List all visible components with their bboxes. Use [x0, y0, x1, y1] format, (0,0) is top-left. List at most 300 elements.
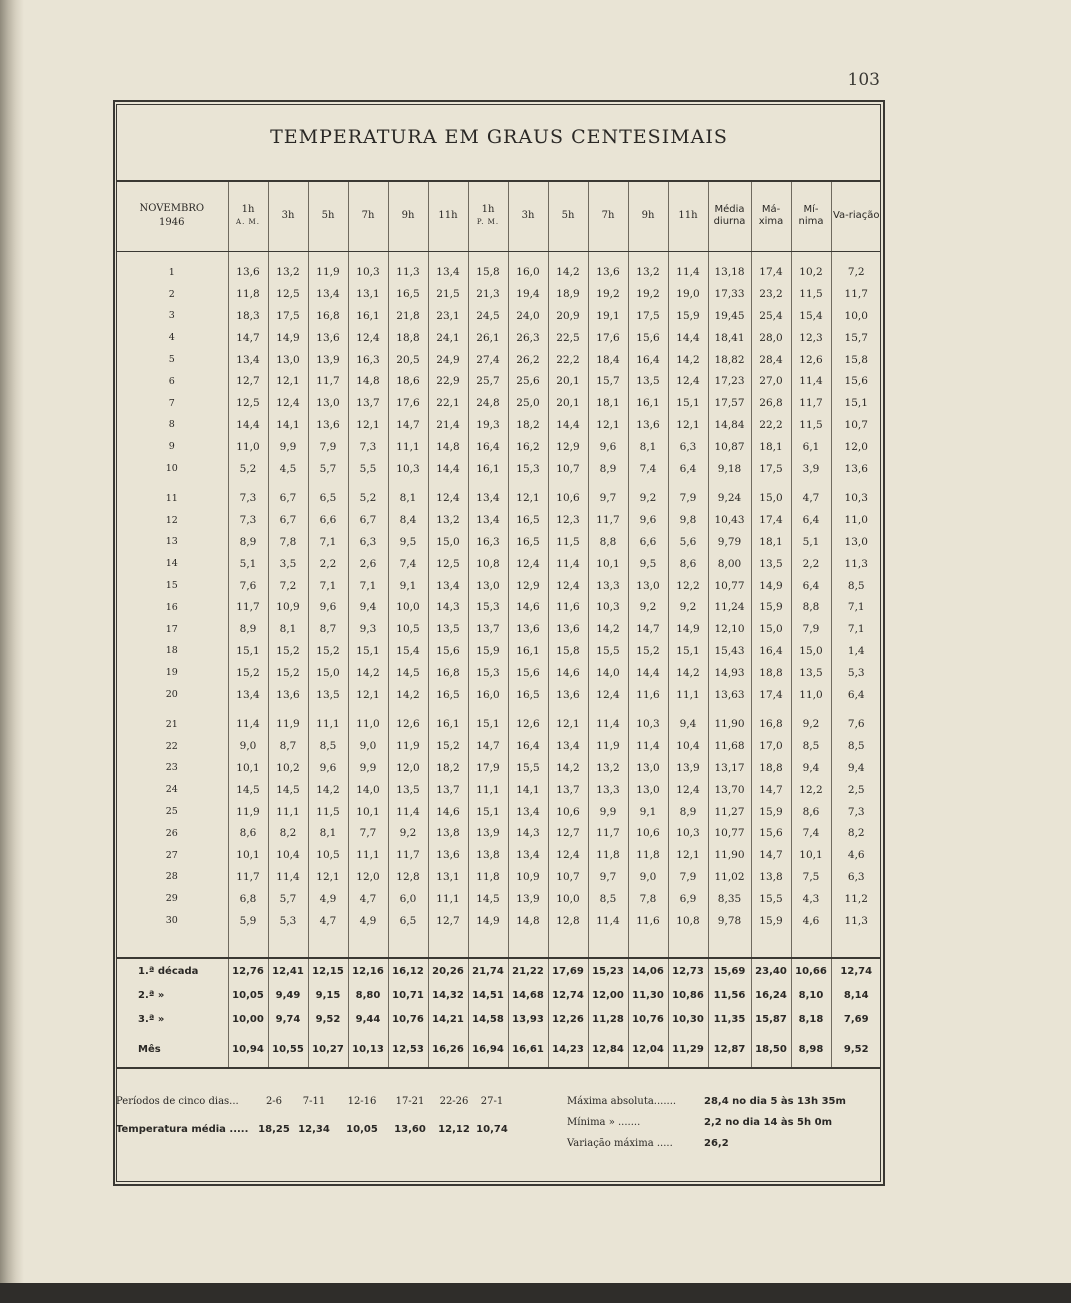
spacer-cell [428, 931, 468, 958]
value-cell: 15,0 [791, 640, 831, 662]
value-cell: 22,5 [548, 327, 588, 349]
value-cell: 16,8 [428, 662, 468, 684]
summary-value: 11,29 [668, 1031, 708, 1068]
periods-label: Períodos de cinco dias... [116, 1096, 239, 1107]
value-cell: 13,9 [508, 888, 548, 910]
summary-value: 14,58 [468, 1007, 508, 1031]
value-cell: 13,6 [548, 684, 588, 706]
value-cell: 12,8 [548, 910, 588, 932]
value-cell: 10,8 [668, 910, 708, 932]
value-cell: 15,1 [668, 640, 708, 662]
value-cell: 11,0 [348, 713, 388, 735]
value-cell: 9,0 [628, 866, 668, 888]
hour-label: 9h [401, 210, 415, 222]
value-cell: 6,6 [308, 509, 348, 531]
value-cell: 7,3 [228, 509, 268, 531]
stat-header: Má-xima [751, 181, 791, 251]
value-cell: 12,1 [508, 487, 548, 509]
value-cell: 12,1 [668, 844, 708, 866]
value-cell: 12,4 [548, 575, 588, 597]
table-row [116, 779, 881, 801]
value-cell: 12,7 [428, 910, 468, 932]
value-cell: 25,6 [508, 370, 548, 392]
spacer-cell [268, 479, 308, 487]
value-cell: 16,1 [628, 392, 668, 414]
value-cell: 15,1 [348, 640, 388, 662]
table-row [116, 509, 881, 531]
value-cell: 15,1 [668, 392, 708, 414]
month-year-header [116, 181, 228, 251]
value-cell: 11,24 [708, 596, 751, 618]
value-cell: 13,6 [628, 414, 668, 436]
value-cell: 19,1 [588, 305, 628, 327]
value-cell: 6,7 [348, 509, 388, 531]
spacer-cell [751, 705, 791, 713]
value-cell: 16,8 [308, 305, 348, 327]
value-cell: 23,2 [751, 283, 791, 305]
value-cell: 15,5 [588, 640, 628, 662]
value-cell: 9,5 [628, 553, 668, 575]
spacer-cell [348, 251, 388, 262]
value-cell: 11,0 [228, 436, 268, 458]
table-row [116, 910, 881, 932]
value-cell: 11,7 [588, 509, 628, 531]
value-cell: 19,3 [468, 414, 508, 436]
value-cell: 15,9 [751, 596, 791, 618]
value-cell: 7,4 [388, 553, 428, 575]
value-cell: 14,5 [268, 779, 308, 801]
table-row [116, 844, 881, 866]
spacer-cell [628, 251, 668, 262]
period-item: 12-16 [347, 1096, 377, 1107]
value-cell: 14,4 [668, 327, 708, 349]
value-cell: 11,4 [228, 713, 268, 735]
value-cell: 10,77 [708, 822, 751, 844]
value-cell: 12,1 [548, 713, 588, 735]
spacer-cell [388, 479, 428, 487]
spacer-cell [228, 251, 268, 262]
day-cell: 17 [165, 623, 178, 635]
value-cell: 6,4 [791, 509, 831, 531]
summary-value: 10,86 [668, 983, 708, 1007]
value-cell: 8,1 [268, 618, 308, 640]
value-cell: 15,6 [428, 640, 468, 662]
value-cell: 8,2 [268, 822, 308, 844]
value-cell: 23,1 [428, 305, 468, 327]
day-cell: 24 [165, 784, 178, 796]
value-cell: 9,4 [831, 757, 881, 779]
value-cell: 10,0 [388, 596, 428, 618]
value-cell: 10,8 [468, 553, 508, 575]
value-cell: 9,6 [588, 436, 628, 458]
hour-header [388, 181, 428, 251]
value-cell: 11,8 [588, 844, 628, 866]
spacer-cell [791, 251, 831, 262]
table-row [116, 888, 881, 910]
value-cell: 9,6 [628, 509, 668, 531]
value-cell: 4,7 [308, 910, 348, 932]
value-cell: 12,1 [348, 684, 388, 706]
day-cell: 11 [165, 492, 178, 504]
summary-value: 10,27 [308, 1031, 348, 1068]
value-cell: 15,2 [628, 640, 668, 662]
value-cell: 16,0 [468, 684, 508, 706]
value-cell: 20,1 [548, 392, 588, 414]
table-row [116, 801, 881, 823]
value-cell: 3,5 [268, 553, 308, 575]
value-cell: 6,4 [791, 575, 831, 597]
value-cell: 15,6 [508, 662, 548, 684]
spacer-cell [508, 251, 548, 262]
value-cell: 14,2 [588, 618, 628, 640]
value-cell: 13,8 [428, 822, 468, 844]
value-cell: 11,3 [388, 262, 428, 284]
summary-value: 11,30 [628, 983, 668, 1007]
value-cell: 17,5 [751, 458, 791, 480]
value-cell: 8,5 [308, 735, 348, 757]
value-cell: 13,0 [831, 531, 881, 553]
value-cell: 15,0 [751, 487, 791, 509]
value-cell: 15,2 [268, 640, 308, 662]
summary-value: 10,05 [228, 983, 268, 1007]
value-cell: 11,4 [548, 553, 588, 575]
summary-value: 21,22 [508, 958, 548, 983]
summary-row [116, 958, 881, 983]
spacer-cell [508, 479, 548, 487]
value-cell: 7,9 [668, 487, 708, 509]
value-cell: 14,2 [548, 757, 588, 779]
spacer-cell [468, 705, 508, 713]
spacer-cell [628, 479, 668, 487]
value-cell: 7,3 [831, 801, 881, 823]
value-cell: 7,1 [831, 618, 881, 640]
value-cell: 13,9 [308, 349, 348, 371]
spacer-cell [388, 251, 428, 262]
value-cell: 22,1 [428, 392, 468, 414]
value-cell: 15,8 [831, 349, 881, 371]
min-value: 2,2 no dia 14 às 5h 0m [704, 1117, 832, 1128]
value-cell: 8,6 [668, 553, 708, 575]
stat-header: Va-riação [831, 181, 881, 251]
value-cell: 9,2 [791, 713, 831, 735]
spacer-cell [508, 931, 548, 958]
value-cell: 11,6 [628, 684, 668, 706]
value-cell: 11,7 [831, 283, 881, 305]
table-row [116, 283, 881, 305]
value-cell: 5,6 [668, 531, 708, 553]
spacer-cell [708, 251, 751, 262]
value-cell: 13,2 [268, 262, 308, 284]
summary-value: 8,18 [791, 1007, 831, 1031]
value-cell: 20,5 [388, 349, 428, 371]
table-row [116, 684, 881, 706]
summary-value: 12,73 [668, 958, 708, 983]
value-cell: 19,0 [668, 283, 708, 305]
table-row [116, 370, 881, 392]
value-cell: 18,82 [708, 349, 751, 371]
hour-header [668, 181, 708, 251]
table-row [116, 713, 881, 735]
value-cell: 13,6 [428, 844, 468, 866]
value-cell: 8,8 [588, 531, 628, 553]
day-cell: 5 [168, 354, 175, 366]
value-cell: 10,4 [668, 735, 708, 757]
spacer-cell [308, 251, 348, 262]
value-cell: 6,5 [388, 910, 428, 932]
value-cell: 10,7 [548, 866, 588, 888]
value-cell: 11,5 [791, 414, 831, 436]
value-cell: 5,3 [268, 910, 308, 932]
value-cell: 17,9 [468, 757, 508, 779]
stat-header: Mí-nima [791, 181, 831, 251]
value-cell: 13,4 [508, 801, 548, 823]
summary-value: 13,93 [508, 1007, 548, 1031]
hour-header [468, 181, 508, 251]
summary-row [116, 1007, 881, 1031]
value-cell: 10,1 [588, 553, 628, 575]
value-cell: 18,1 [751, 436, 791, 458]
value-cell: 13,4 [468, 487, 508, 509]
value-cell: 7,4 [791, 822, 831, 844]
value-cell: 10,5 [388, 618, 428, 640]
table-row [116, 553, 881, 575]
value-cell: 13,7 [428, 779, 468, 801]
value-cell: 9,4 [791, 757, 831, 779]
value-cell: 11,1 [308, 713, 348, 735]
spacer-cell [388, 705, 428, 713]
value-cell: 17,57 [708, 392, 751, 414]
value-cell: 4,6 [831, 844, 881, 866]
value-cell: 15,9 [751, 910, 791, 932]
table-row [116, 305, 881, 327]
month-label: NOVEMBRO [139, 203, 205, 215]
value-cell: 15,8 [468, 262, 508, 284]
value-cell: 11,9 [388, 735, 428, 757]
value-cell: 8,6 [791, 801, 831, 823]
value-cell: 15,1 [228, 640, 268, 662]
value-cell: 14,9 [468, 910, 508, 932]
value-cell: 12,6 [508, 713, 548, 735]
value-cell: 7,1 [308, 531, 348, 553]
value-cell: 13,8 [751, 866, 791, 888]
value-cell: 10,7 [831, 414, 881, 436]
summary-value: 10,71 [388, 983, 428, 1007]
scan-bottom-edge [0, 1283, 1071, 1303]
summary-value: 9,44 [348, 1007, 388, 1031]
value-cell: 14,2 [668, 349, 708, 371]
summary-value: 14,32 [428, 983, 468, 1007]
period-item: 22-26 [439, 1096, 469, 1107]
value-cell: 15,9 [668, 305, 708, 327]
period-temp: 10,74 [476, 1124, 508, 1135]
value-cell: 5,7 [308, 458, 348, 480]
summary-value: 12,00 [588, 983, 628, 1007]
value-cell: 10,77 [708, 575, 751, 597]
value-cell: 12,7 [548, 822, 588, 844]
value-cell: 14,0 [348, 779, 388, 801]
hour-label: 9h [641, 210, 655, 222]
value-cell: 8,7 [308, 618, 348, 640]
table-row [116, 327, 881, 349]
value-cell: 11,1 [348, 844, 388, 866]
summary-value: 10,13 [348, 1031, 388, 1068]
value-cell: 10,0 [831, 305, 881, 327]
value-cell: 18,6 [388, 370, 428, 392]
value-cell: 24,8 [468, 392, 508, 414]
value-cell: 21,4 [428, 414, 468, 436]
value-cell: 11,02 [708, 866, 751, 888]
value-cell: 7,7 [348, 822, 388, 844]
value-cell: 15,6 [831, 370, 881, 392]
value-cell: 13,1 [348, 283, 388, 305]
value-cell: 13,6 [548, 618, 588, 640]
var-label: Variação máxima ..... [567, 1138, 673, 1149]
value-cell: 5,3 [831, 662, 881, 684]
value-cell: 13,7 [348, 392, 388, 414]
value-cell: 13,0 [628, 779, 668, 801]
value-cell: 26,1 [468, 327, 508, 349]
summary-value: 16,26 [428, 1031, 468, 1068]
value-cell: 13,0 [468, 575, 508, 597]
day-cell: 20 [165, 689, 178, 701]
value-cell: 11,2 [831, 888, 881, 910]
value-cell: 24,9 [428, 349, 468, 371]
value-cell: 15,5 [751, 888, 791, 910]
value-cell: 10,1 [348, 801, 388, 823]
value-cell: 7,1 [308, 575, 348, 597]
value-cell: 10,6 [548, 487, 588, 509]
value-cell: 10,43 [708, 509, 751, 531]
value-cell: 14,8 [428, 436, 468, 458]
value-cell: 7,3 [348, 436, 388, 458]
value-cell: 8,4 [388, 509, 428, 531]
value-cell: 6,3 [668, 436, 708, 458]
value-cell: 12,1 [668, 414, 708, 436]
value-cell: 12,10 [708, 618, 751, 640]
value-cell: 7,2 [831, 262, 881, 284]
value-cell: 11,9 [268, 713, 308, 735]
spacer-cell [548, 931, 588, 958]
value-cell: 16,5 [508, 509, 548, 531]
temp-media-label: Temperatura média ..... [116, 1124, 249, 1135]
spacer-cell [308, 931, 348, 958]
value-cell: 4,7 [348, 888, 388, 910]
table-row [116, 596, 881, 618]
value-cell: 25,7 [468, 370, 508, 392]
value-cell: 9,2 [628, 596, 668, 618]
value-cell: 11,9 [308, 262, 348, 284]
value-cell: 12,9 [548, 436, 588, 458]
value-cell: 8,35 [708, 888, 751, 910]
hour-label: 3h [521, 210, 535, 222]
spacer-cell [751, 931, 791, 958]
summary-value: 10,30 [668, 1007, 708, 1031]
value-cell: 13,2 [628, 262, 668, 284]
value-cell: 18,3 [228, 305, 268, 327]
value-cell: 17,5 [268, 305, 308, 327]
value-cell: 11,7 [388, 844, 428, 866]
value-cell: 13,0 [628, 757, 668, 779]
value-cell: 13,6 [831, 458, 881, 480]
value-cell: 12,0 [831, 436, 881, 458]
value-cell: 11,5 [791, 283, 831, 305]
value-cell: 12,1 [308, 866, 348, 888]
hour-header [628, 181, 668, 251]
value-cell: 15,2 [308, 640, 348, 662]
spacer-cell [268, 931, 308, 958]
spacer-cell [548, 479, 588, 487]
day-cell: 16 [165, 601, 178, 613]
value-cell: 28,0 [751, 327, 791, 349]
hour-label: 11h [438, 210, 458, 222]
spacer-cell [831, 251, 881, 262]
value-cell: 12,7 [228, 370, 268, 392]
value-cell: 15,2 [268, 662, 308, 684]
value-cell: 16,8 [751, 713, 791, 735]
value-cell: 13,1 [428, 866, 468, 888]
value-cell: 13,5 [791, 662, 831, 684]
value-cell: 14,3 [428, 596, 468, 618]
value-cell: 5,5 [348, 458, 388, 480]
value-cell: 12,4 [668, 779, 708, 801]
value-cell: 13,4 [228, 684, 268, 706]
value-cell: 17,4 [751, 684, 791, 706]
value-cell: 13,4 [508, 844, 548, 866]
row-spacer [116, 705, 881, 713]
table-row [116, 531, 881, 553]
summary-value: 14,23 [548, 1031, 588, 1068]
period-temp: 12,12 [438, 1124, 470, 1135]
value-cell: 15,0 [428, 531, 468, 553]
summary-label: 2.ª » [138, 989, 165, 1001]
value-cell: 14,4 [548, 414, 588, 436]
value-cell: 11,4 [388, 801, 428, 823]
summary-value: 14,06 [628, 958, 668, 983]
period-item: 2-6 [265, 1096, 283, 1107]
value-cell: 25,4 [751, 305, 791, 327]
value-cell: 10,7 [548, 458, 588, 480]
spacer-cell [468, 251, 508, 262]
value-cell: 6,7 [268, 509, 308, 531]
value-cell: 12,6 [791, 349, 831, 371]
value-cell: 11,0 [831, 509, 881, 531]
value-cell: 11,9 [588, 735, 628, 757]
value-cell: 11,90 [708, 844, 751, 866]
hour-ampm: A. M. [236, 218, 260, 227]
hour-label: 7h [601, 210, 615, 222]
value-cell: 6,4 [668, 458, 708, 480]
summary-value: 10,76 [628, 1007, 668, 1031]
value-cell: 7,3 [228, 487, 268, 509]
value-cell: 12,2 [668, 575, 708, 597]
table-row [116, 414, 881, 436]
hour-label: 7h [361, 210, 375, 222]
value-cell: 10,3 [588, 596, 628, 618]
day-cell: 29 [165, 893, 178, 905]
spacer-cell [228, 931, 268, 958]
value-cell: 8,5 [791, 735, 831, 757]
value-cell: 22,9 [428, 370, 468, 392]
value-cell: 12,4 [268, 392, 308, 414]
value-cell: 10,5 [308, 844, 348, 866]
summary-value: 12,76 [228, 958, 268, 983]
spacer-cell [308, 705, 348, 713]
value-cell: 10,1 [791, 844, 831, 866]
spacer-cell [348, 479, 388, 487]
value-cell: 2,2 [791, 553, 831, 575]
value-cell: 18,2 [508, 414, 548, 436]
row-spacer [116, 931, 881, 958]
